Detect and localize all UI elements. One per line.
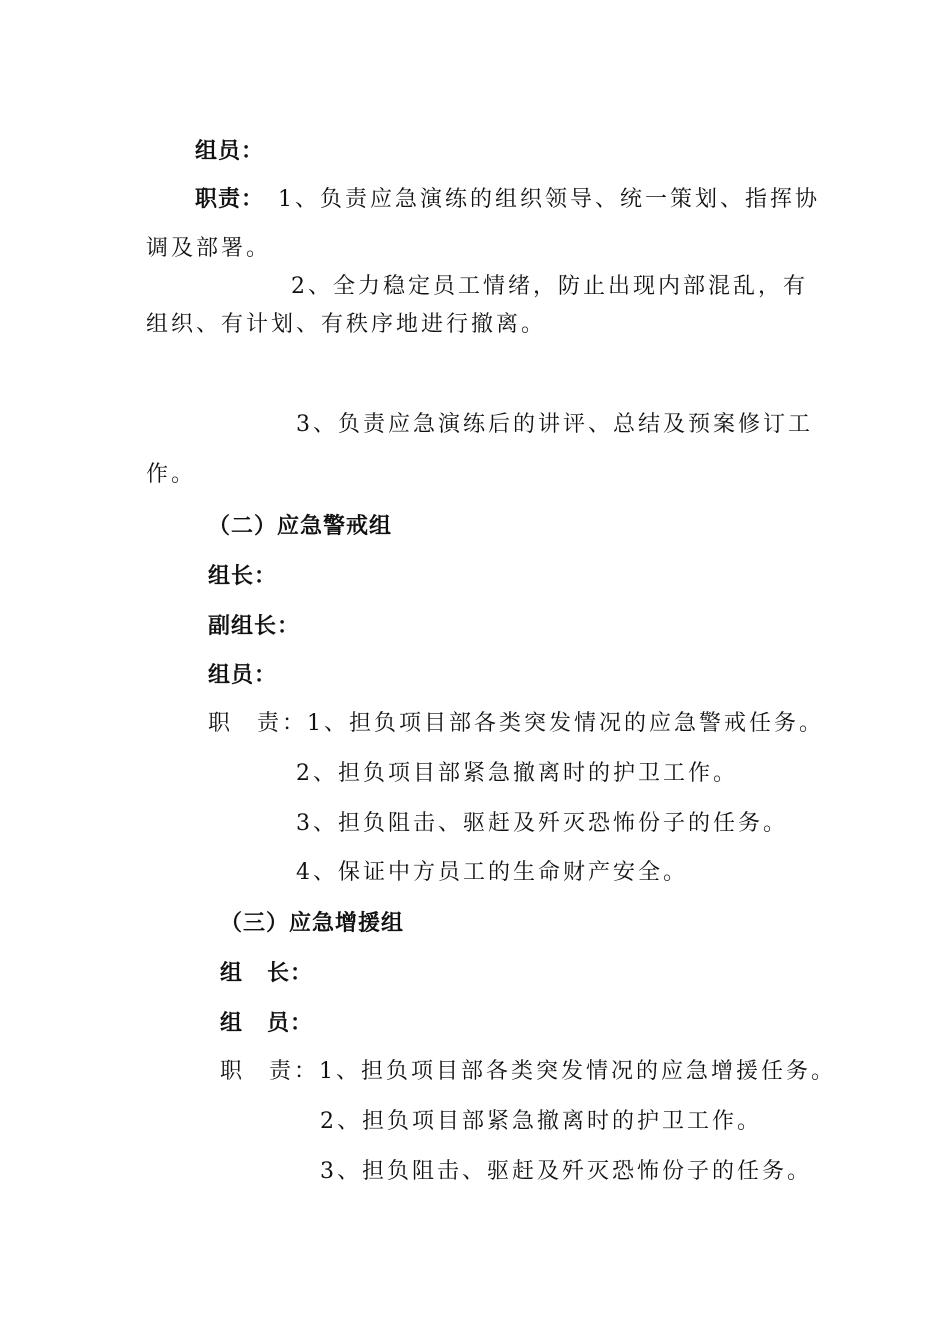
s1-duty-item2-line2: 组织、有计划、有秩序地进行撤离。 xyxy=(146,312,547,337)
s3-members-label xyxy=(220,1008,313,1038)
s3-duty-char1: 职 xyxy=(220,1059,246,1084)
s3-members-char2: 员： xyxy=(267,1010,314,1036)
s2-duty-char2: 责 xyxy=(257,711,283,736)
s3-leader-label xyxy=(220,958,313,988)
s2-deputy-label: 副组长： xyxy=(208,613,301,639)
s2-duty-item3: 3、担负阻击、驱赶及歼灭恐怖份子的任务。 xyxy=(296,811,788,836)
s3-duty-item1: ：1、担负项目部各类突发情况的应急增援任务。 xyxy=(294,1059,837,1084)
s1-duty-item3-line2: 作。 xyxy=(146,462,197,487)
s1-duty-item1-line1: 1、负责应急演练的组织领导、统一策划、指挥协 xyxy=(278,187,821,212)
s2-duty-char1: 职 xyxy=(208,711,234,736)
s2-duty-line1 xyxy=(208,709,824,739)
s3-duty-item2: 2、担负项目部紧急撤离时的护卫工作。 xyxy=(320,1109,762,1134)
s2-duty-item1: ：1、担负项目部各类突发情况的应急警戒任务。 xyxy=(282,711,825,736)
s3-leader-char2: 长： xyxy=(267,960,314,986)
s1-members-label: 组员： xyxy=(195,138,265,164)
s1-duty-item2-line1: 2、全力稳定员工情绪，防止出现内部混乱，有 xyxy=(291,274,808,299)
s1-duty-item1-line2: 调及部署。 xyxy=(146,236,272,261)
s2-duty-item2: 2、担负项目部紧急撤离时的护卫工作。 xyxy=(296,761,738,786)
s1-duty-label: 职责： xyxy=(195,186,265,212)
s3-members-char1: 组 xyxy=(220,1010,244,1036)
s3-duty-line1 xyxy=(220,1057,836,1087)
s3-duty-char2: 责 xyxy=(269,1059,295,1084)
s2-heading: （二）应急警戒组 xyxy=(208,513,393,539)
s2-members-label: 组员： xyxy=(208,662,278,688)
s3-heading: （三）应急增援组 xyxy=(220,910,405,936)
s2-leader-label: 组长： xyxy=(208,563,278,589)
s3-duty-item3: 3、担负阻击、驱赶及歼灭恐怖份子的任务。 xyxy=(320,1159,812,1184)
s3-leader-char1: 组 xyxy=(220,960,244,986)
s2-duty-item4: 4、保证中方员工的生命财产安全。 xyxy=(296,860,688,885)
s1-duty-item3-line1: 3、负责应急演练后的讲评、总结及预案修订工 xyxy=(296,412,813,437)
s1-duty-line1 xyxy=(195,184,820,215)
